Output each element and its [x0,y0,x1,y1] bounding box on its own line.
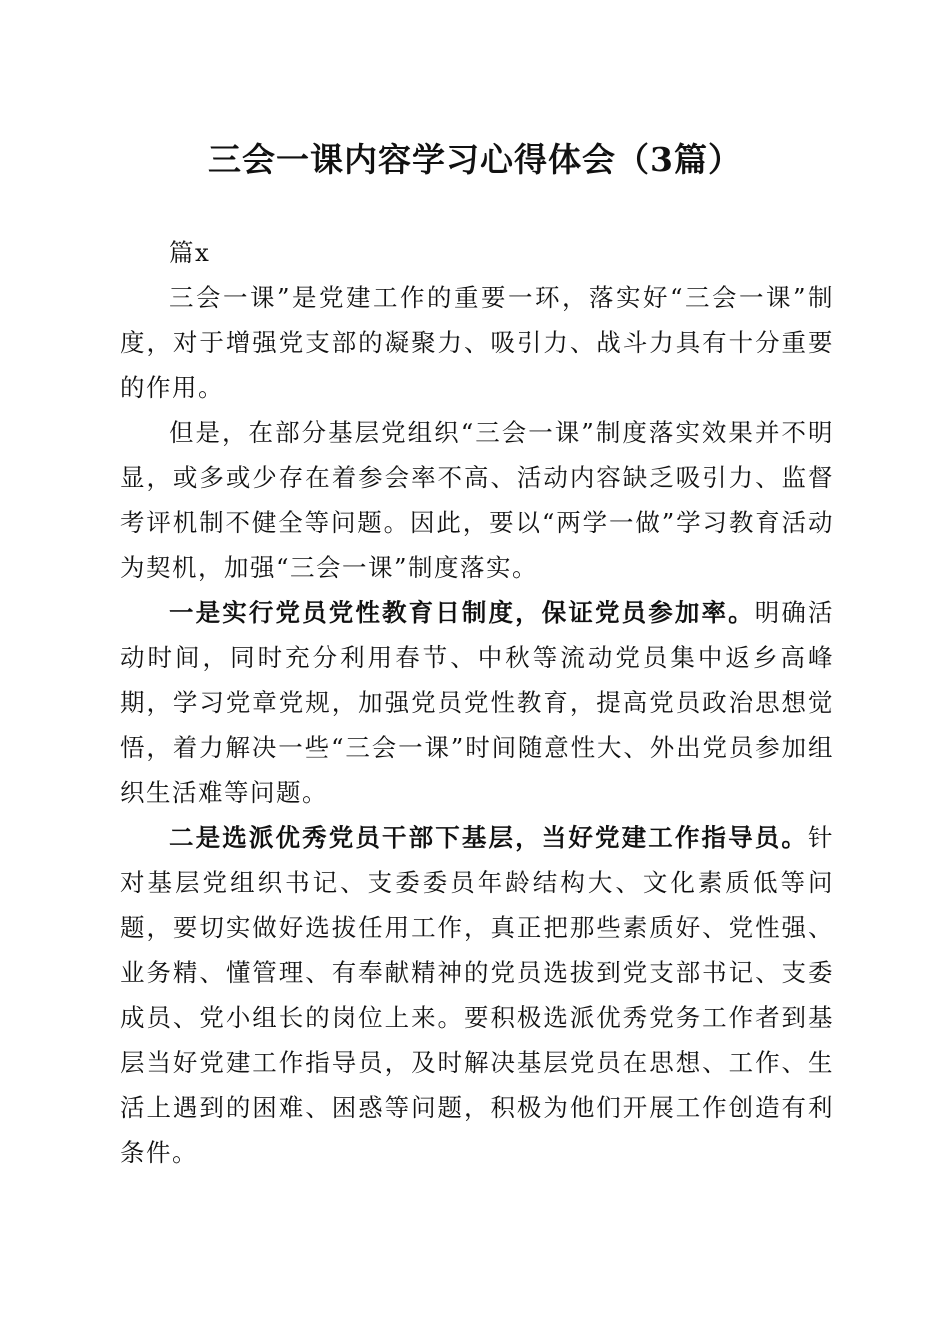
paragraph-1-text: 三会一课”是党建工作的重要一环，落实好“三会一课”制度，对于增强党支部的凝聚力、吸引力、战斗力具有十分重要的作用。 [120,283,834,402]
paragraph-3-lead: 一是实行党员党性教育日制度，保证党员参加率。 [169,598,755,627]
paragraph-1 [120,275,834,410]
paragraph-4-lead: 二是选派优秀党员干部下基层，当好党建工作指导员。 [169,823,808,852]
section-label: 篇x [169,238,211,267]
paragraph-3 [120,590,834,815]
paragraph-2-text: 但是，在部分基层党组织“三会一课”制度落实效果并不明显，或多或少存在着参会率不高、活动内容缺乏吸引力、监督考评机制不健全等问题。因此，要以“两学一做”学习教育活动为契机，加强“三会一课”制度落实。 [120,418,834,582]
document-body [120,230,834,1175]
paragraph-4-text: 针对基层党组织书记、支委委员年龄结构大、文化素质低等问题，要切实做好选拔任用工作，真正把那些素质好、党性强、业务精、懂管理、有奉献精神的党员选拔到党支部书记、支委成员、党小组长的岗位上来。要积极选派优秀党务工作者到基层当好党建工作指导员，及时解决基层党员在思想、工作、生活上遇到的困难、困惑等问题，积极为他们开展工作创造有利条件。 [120,823,834,1167]
document-title: 三会一课内容学习心得体会（3篇） [208,140,742,179]
paragraph-2 [120,410,834,590]
paragraph-4 [120,815,834,1175]
paragraph-3-text: 明确活动时间，同时充分利用春节、中秋等流动党员集中返乡高峰期，学习党章党规，加强党员党性教育，提高党员政治思想觉悟，着力解决一些“三会一课”时间随意性大、外出党员参加组织生活难等问题。 [120,598,834,807]
